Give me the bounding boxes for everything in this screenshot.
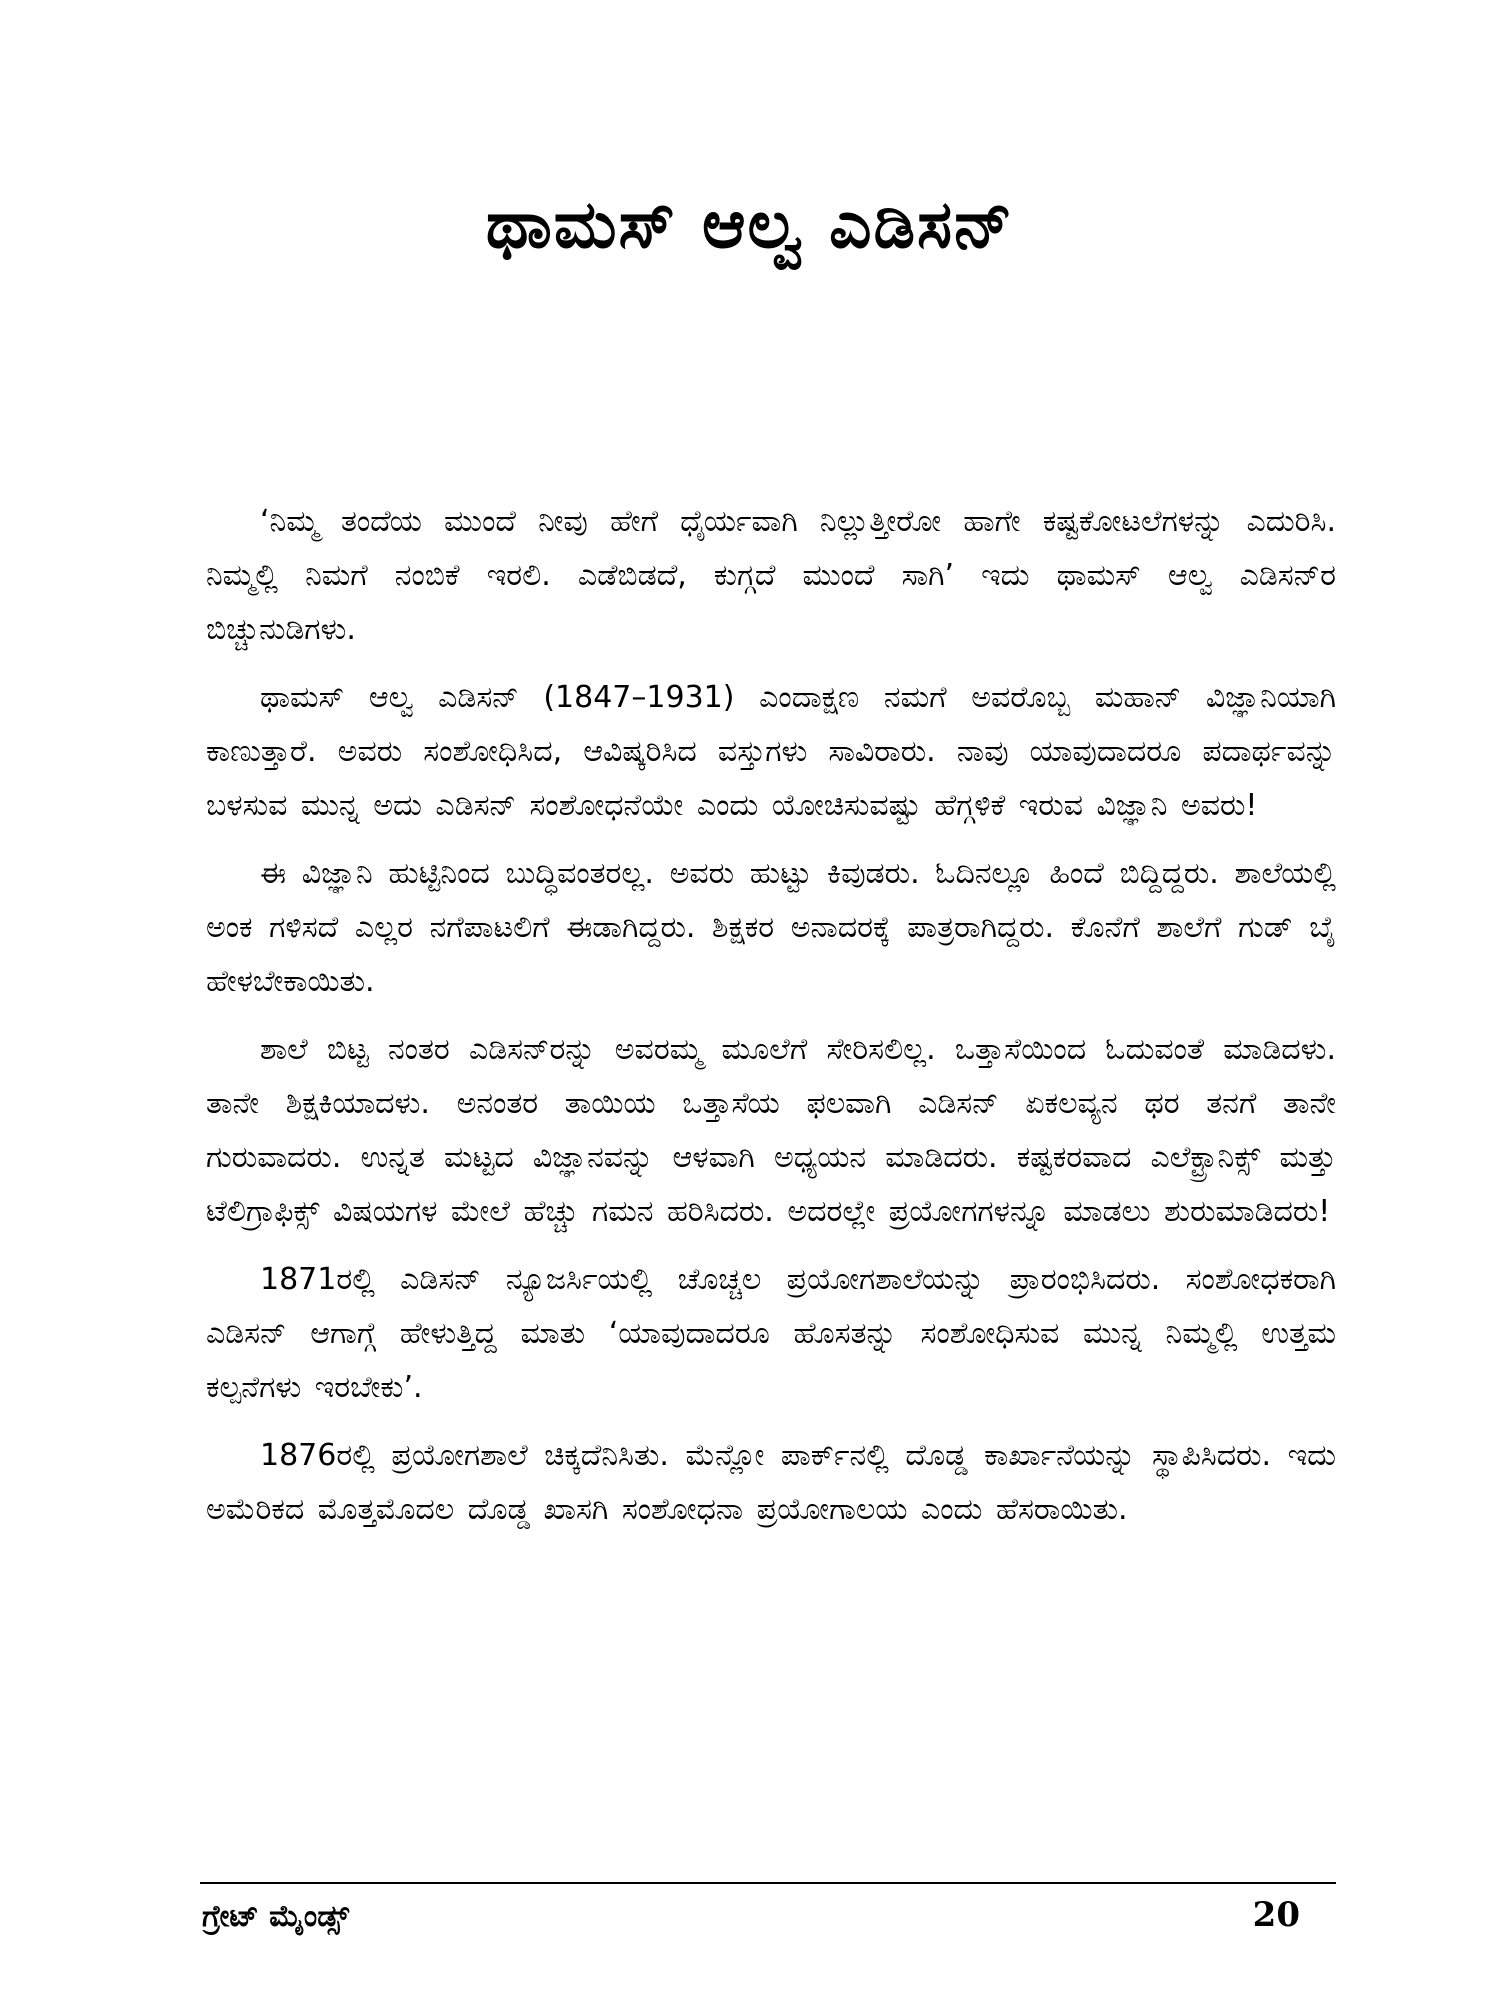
paragraph-1: ‘ನಿಮ್ಮ ತಂದೆಯ ಮುಂದೆ ನೀವು ಹೇಗೆ ಧೈರ್ಯವಾಗಿ ನಿಲ್ಲುತ್ತೀರೋ ಹಾಗೇ ಕಷ್ಟಕೋಟಲೆಗಳನ್ನು ಎದುರಿಸಿ. ನಿಮ್ಮಲ್ಲಿ ನಿಮಗೆ ನಂಬಿಕೆ ಇರಲಿ. ಎಡೆಬಿಡದೆ, ಕುಗ್ಗದೆ ಮುಂದೆ ಸಾಗಿ’ ಇದು ಥಾಮಸ್ ಆಲ್ವ ಎಡಿಸನ್‌ರ ಬಿಚ್ಚುನುಡಿಗಳು.	[206, 504, 1336, 647]
page-title: ಥಾಮಸ್ ಆಲ್ವ ಎಡಿಸನ್	[485, 186, 1015, 263]
footer-divider	[200, 1882, 1336, 1884]
paragraph-3: ಈ ವಿಜ್ಞಾನಿ ಹುಟ್ಟಿನಿಂದ ಬುದ್ಧಿವಂತರಲ್ಲ. ಅವರು ಹುಟ್ಟು ಕಿವುಡರು. ಓದಿನಲ್ಲೂ ಹಿಂದೆ ಬಿದ್ದಿದ್ದರು. ಶಾಲೆಯಲ್ಲಿ ಅಂಕ ಗಳಿಸದೆ ಎಲ್ಲರ ನಗೆಪಾಟಲಿಗೆ ಈಡಾಗಿದ್ದರು. ಶಿಕ್ಷಕರ ಅನಾದರಕ್ಕೆ ಪಾತ್ರರಾಗಿದ್ದರು. ಕೊನೆಗೆ ಶಾಲೆಗೆ ಗುಡ್ ಬೈ ಹೇಳಬೇಕಾಯಿತು.	[206, 856, 1336, 999]
paragraph-2: ಥಾಮಸ್ ಆಲ್ವ ಎಡಿಸನ್ (1847–1931) ಎಂದಾಕ್ಷಣ ನಮಗೆ ಅವರೊಬ್ಬ ಮಹಾನ್ ವಿಜ್ಞಾನಿಯಾಗಿ ಕಾಣುತ್ತಾರೆ. ಅವರು ಸಂಶೋಧಿಸಿದ, ಆವಿಷ್ಕರಿಸಿದ ವಸ್ತುಗಳು ಸಾವಿರಾರು. ನಾವು ಯಾವುದಾದರೂ ಪದಾರ್ಥವನ್ನು ಬಳಸುವ ಮುನ್ನ ಅದು ಎಡಿಸನ್ ಸಂಶೋಧನೆಯೇ ಎಂದು ಯೋಚಿಸುವಷ್ಟು ಹೆಗ್ಗಳಿಕೆ ಇರುವ ವಿಜ್ಞಾನಿ ಅವರು!	[206, 680, 1336, 823]
paragraph-6: 1876ರಲ್ಲಿ ಪ್ರಯೋಗಶಾಲೆ ಚಿಕ್ಕದೆನಿಸಿತು. ಮೆನ್ಲೋ ಪಾರ್ಕ್‌ನಲ್ಲಿ ದೊಡ್ಡ ಕಾರ್ಖಾನೆಯನ್ನು ಸ್ಥಾಪಿಸಿದರು. ಇದು ಅಮೆರಿಕದ ಮೊತ್ತಮೊದಲ ದೊಡ್ಡ ಖಾಸಗಿ ಸಂಶೋಧನಾ ಪ್ರಯೋಗಾಲಯ ಎಂದು ಹೆಸರಾಯಿತು.	[206, 1438, 1336, 1527]
page-number: 20	[1252, 1895, 1300, 1935]
paragraph-5: 1871ರಲ್ಲಿ ಎಡಿಸನ್ ನ್ಯೂಜರ್ಸಿಯಲ್ಲಿ ಚೊಚ್ಚಲ ಪ್ರಯೋಗಶಾಲೆಯನ್ನು ಪ್ರಾರಂಭಿಸಿದರು. ಸಂಶೋಧಕರಾಗಿ ಎಡಿಸನ್ ಆಗಾಗ್ಗೆ ಹೇಳುತ್ತಿದ್ದ ಮಾತು ‘ಯಾವುದಾದರೂ ಹೊಸತನ್ನು ಸಂಶೋಧಿಸುವ ಮುನ್ನ ನಿಮ್ಮಲ್ಲಿ ಉತ್ತಮ ಕಲ್ಪನೆಗಳು ಇರಬೇಕು’.	[206, 1262, 1336, 1405]
paragraph-4: ಶಾಲೆ ಬಿಟ್ಟ ನಂತರ ಎಡಿಸನ್‌ರನ್ನು ಅವರಮ್ಮ ಮೂಲೆಗೆ ಸೇರಿಸಲಿಲ್ಲ. ಒತ್ತಾಸೆಯಿಂದ ಓದುವಂತೆ ಮಾಡಿದಳು. ತಾನೇ ಶಿಕ್ಷಕಿಯಾದಳು. ಅನಂತರ ತಾಯಿಯ ಒತ್ತಾಸೆಯ ಫಲವಾಗಿ ಎಡಿಸನ್ ಏಕಲವ್ಯನ ಥರ ತನಗೆ ತಾನೇ ಗುರುವಾದರು. ಉನ್ನತ ಮಟ್ಟದ ವಿಜ್ಞಾನವನ್ನು ಆಳವಾಗಿ ಅಧ್ಯಯನ ಮಾಡಿದರು. ಕಷ್ಟಕರವಾದ ಎಲೆಕ್ಟ್ರಾನಿಕ್ಸ್ ಮತ್ತು ಟೆಲಿಗ್ರಾಫಿಕ್ಸ್ ವಿಷಯಗಳ ಮೇಲೆ ಹೆಚ್ಚು ಗಮನ ಹರಿಸಿದರು. ಅದರಲ್ಲೇ ಪ್ರಯೋಗಗಳನ್ನೂ ಮಾಡಲು ಶುರುಮಾಡಿದರು!	[206, 1032, 1336, 1229]
body-text	[206, 495, 1336, 1551]
footer-book-title: ಗ್ರೇಟ್ ಮೈಂಡ್ಸ್	[202, 1899, 349, 1934]
